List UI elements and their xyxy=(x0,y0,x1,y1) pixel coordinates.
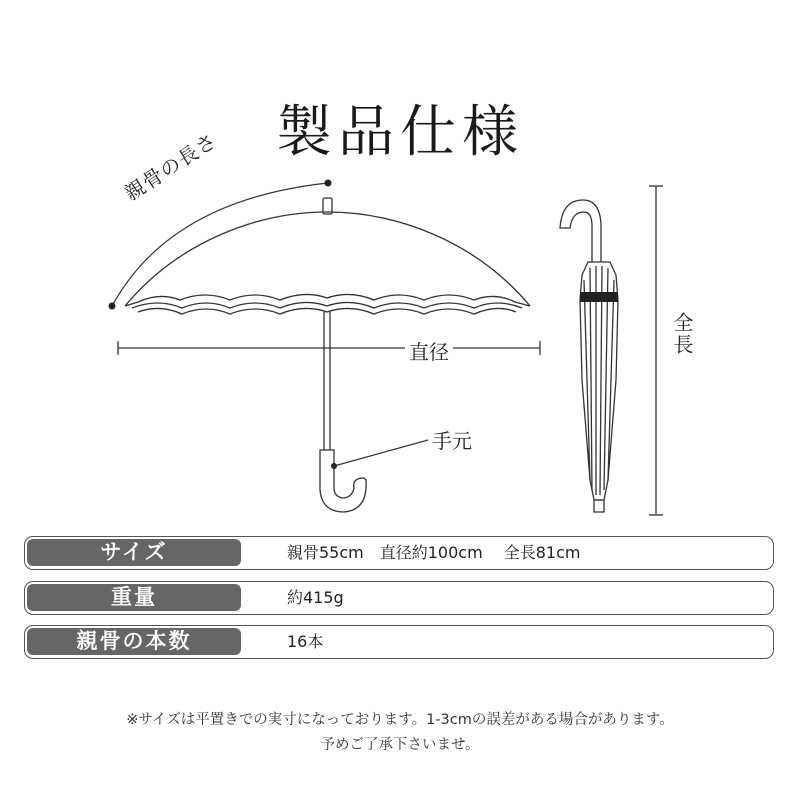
diameter-label: 直径 xyxy=(405,336,453,365)
total-length-label: 全長 xyxy=(670,312,694,356)
rib-length-dot-left xyxy=(109,303,116,310)
rib-length-arc xyxy=(112,183,328,306)
open-umbrella xyxy=(125,198,530,512)
spec-row-rib-count xyxy=(24,625,774,659)
rib-length-dot-right xyxy=(325,180,332,187)
spec-value: 約415g xyxy=(287,588,344,607)
note-line-2: 予めご了承下さいませ。 xyxy=(320,737,480,753)
spec-value: 親骨55cm 直径約100cm 全長81cm xyxy=(287,543,581,562)
note-line-1: ※サイズは平置きでの実寸になっております。1-3cmの誤差がある場合があります。 xyxy=(126,712,674,728)
closed-umbrella-strap xyxy=(580,292,618,302)
spec-key: 親骨の本数 xyxy=(27,628,241,655)
spec-key: サイズ xyxy=(27,539,241,566)
spec-value: 16本 xyxy=(287,632,324,651)
spec-row-weight xyxy=(24,581,774,615)
handle-base-label: 手元 xyxy=(432,429,472,453)
closed-umbrella xyxy=(560,200,618,512)
spec-key: 重量 xyxy=(27,584,241,611)
spec-row-size xyxy=(24,536,774,570)
rib-length-label: 親骨の長さ xyxy=(120,128,222,206)
page-title: 製品仕様 xyxy=(276,100,524,165)
